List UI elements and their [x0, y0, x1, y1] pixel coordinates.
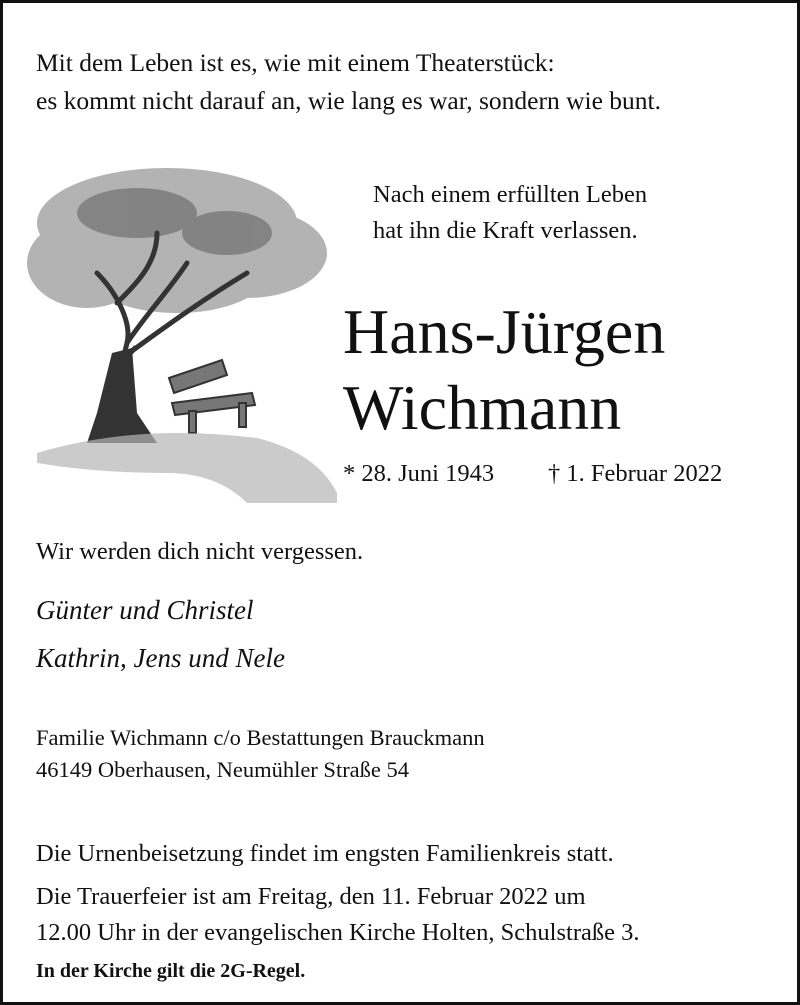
covid-rule-notice: In der Kirche gilt die 2G-Regel. — [36, 960, 306, 982]
death-date: † 1. Februar 2022 — [548, 460, 723, 487]
quote-line-2: es kommt nicht darauf an, wie lang es war, sondern wie bunt. — [36, 86, 661, 115]
address-line-2: 46149 Oberhausen, Neumühler Straße 54 — [36, 757, 410, 782]
deceased-last-name: Wichmann — [343, 372, 622, 443]
deceased-first-name: Hans-Jürgen — [343, 296, 666, 367]
service-line-2: 12.00 Uhr in der evangelischen Kirche Holten, Schulstraße 3. — [36, 919, 640, 946]
address-line-1: Familie Wichmann c/o Bestattungen Brauckmann — [36, 725, 485, 750]
intro-line-1: Nach einem erfüllten Leben — [373, 181, 648, 208]
service-line-1: Die Trauerfeier ist am Freitag, den 11. Februar 2022 um — [36, 883, 586, 910]
mourner-line: Kathrin, Jens und Nele — [36, 643, 285, 673]
mourner-line: Günter und Christel — [36, 595, 254, 625]
quote-line-1: Mit dem Leben ist es, wie mit einem Theaterstück: — [36, 48, 555, 77]
tree-with-bench-illustration — [17, 153, 337, 503]
urn-burial-notice: Die Urnenbeisetzung findet im engsten Familienkreis statt. — [36, 840, 614, 867]
birth-date: * 28. Juni 1943 — [343, 460, 495, 487]
intro-line-2: hat ihn die Kraft verlassen. — [373, 217, 638, 244]
farewell-text: Wir werden dich nicht vergessen. — [36, 538, 364, 565]
